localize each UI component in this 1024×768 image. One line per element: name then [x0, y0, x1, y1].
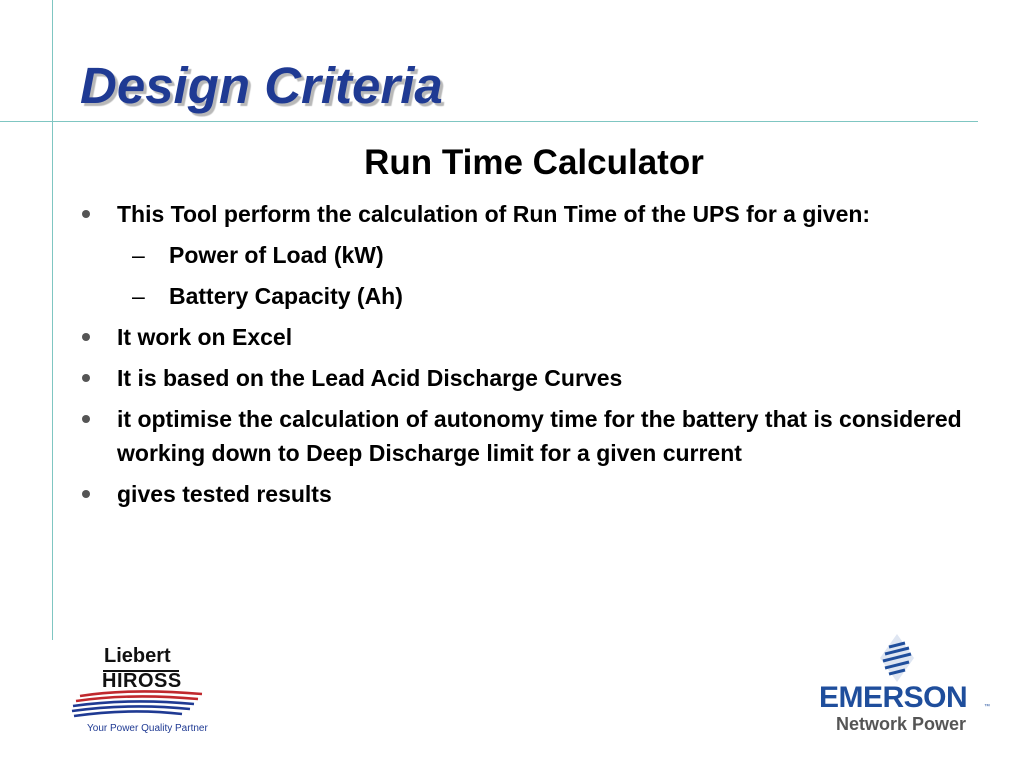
emerson-network-power-logo: [816, 634, 996, 739]
bullet-dot-icon: [82, 490, 90, 498]
dash-icon: –: [132, 283, 145, 309]
emerson-wordmark: EMERSON: [819, 681, 968, 714]
bullet-item: [80, 361, 990, 395]
liebert-tagline: Your Power Quality Partner: [87, 723, 208, 734]
bullet-dot-icon: [82, 210, 90, 218]
bullet-text: It work on Excel: [117, 324, 293, 350]
bullet-list: [80, 197, 990, 518]
wave-stripes-icon: [70, 690, 205, 722]
liebert-hiross-logo: [70, 645, 210, 740]
network-power-wordmark: Network Power: [836, 714, 967, 734]
bullet-item: [80, 320, 990, 354]
sub-bullet-text: Power of Load (kW): [169, 242, 384, 268]
bullet-dot-icon: [82, 374, 90, 382]
bullet-dot-icon: [82, 415, 90, 423]
bullet-dot-icon: [82, 333, 90, 341]
bullet-text: This Tool perform the calculation of Run Time of the UPS for a given:: [117, 201, 871, 227]
slide-title: Design Criteria: [80, 57, 443, 114]
slide-subtitle: Run Time Calculator: [364, 143, 704, 182]
bullet-item: [80, 477, 990, 511]
bullet-text: It is based on the Lead Acid Discharge Curves: [117, 365, 623, 391]
vertical-rule: [52, 0, 53, 640]
dash-icon: –: [132, 242, 145, 268]
trademark-symbol: ™: [984, 704, 990, 710]
emerson-diamond-icon: [880, 634, 914, 682]
sub-bullet-item: [80, 279, 990, 313]
sub-bullet-text: Battery Capacity (Ah): [169, 283, 403, 309]
horizontal-rule: [0, 121, 978, 122]
bullet-text: gives tested results: [117, 481, 332, 507]
bullet-item: [80, 197, 990, 231]
hiross-wordmark: HIROSS: [102, 670, 182, 692]
bullet-item: [80, 402, 990, 470]
liebert-wordmark: Liebert: [104, 645, 171, 667]
bullet-text: it optimise the calculation of autonomy time for the battery that is considered working down to Deep Discharge limit for a given current: [117, 406, 962, 466]
sub-bullet-item: [80, 238, 990, 272]
